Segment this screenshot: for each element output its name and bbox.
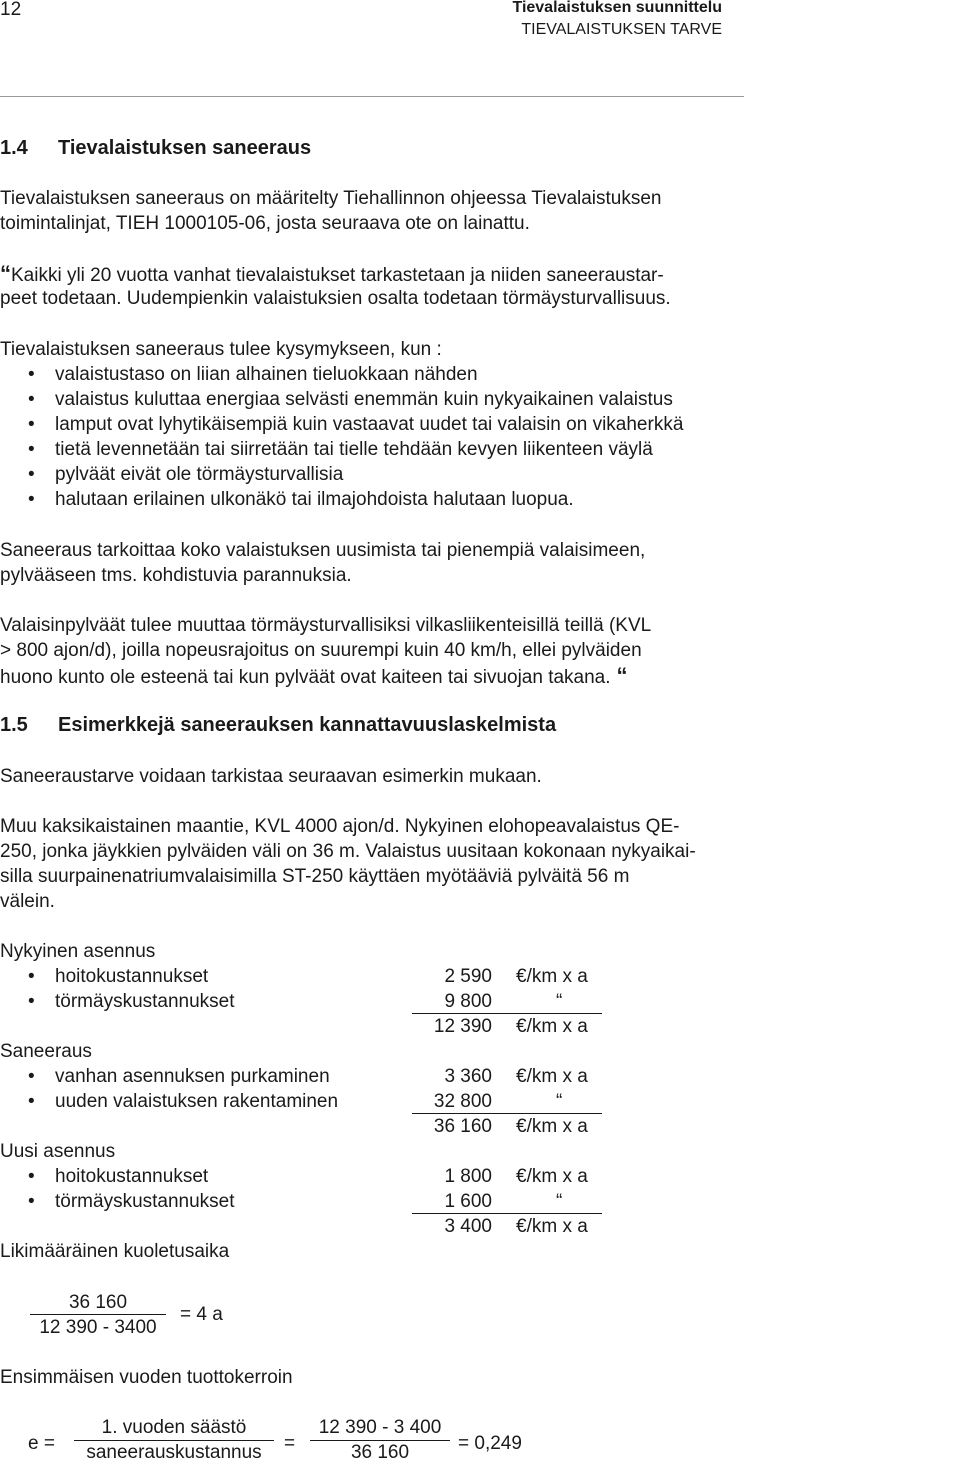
cost-amount: 1 800 — [444, 1166, 492, 1187]
list-intro: Tievalaistuksen saneeraus tulee kysymykseen, kun : — [0, 339, 442, 360]
section-heading-1-5 — [0, 714, 556, 737]
ditto-mark: “ — [556, 1191, 563, 1212]
section-number: 1.4 — [0, 137, 28, 159]
bullet-icon: • — [28, 991, 35, 1012]
bullet-icon: • — [28, 414, 35, 435]
cost-total: 3 400 — [444, 1216, 492, 1237]
running-header-subtitle: TIEVALAISTUKSEN TARVE — [521, 21, 722, 38]
quote-line — [0, 261, 664, 288]
section-number: 1.5 — [0, 714, 28, 736]
cost-label: hoitokustannukset — [55, 966, 209, 987]
yield-result: = 0,249 — [458, 1433, 522, 1454]
list-item-text: tietä levennetään tai siirretään tai tielle tehdään kevyen liikenteen väylä — [55, 439, 653, 460]
list-item-text: halutaan erilainen ulkonäkö tai ilmajohdoista halutaan luopua. — [55, 489, 574, 510]
paragraph-line: Muu kaksikaistainen maantie, KVL 4000 ajon/d. Nykyinen elohopeavalaistus QE- — [0, 816, 680, 837]
cost-unit: €/km x a — [516, 966, 588, 987]
fraction-numerator: 12 390 - 3 400 — [318, 1417, 442, 1438]
cost-label: uuden valaistuksen rakentaminen — [55, 1091, 339, 1112]
paragraph-line: Valaisinpylväät tulee muuttaa törmäysturvallisiksi vilkasliikenteisillä teillä (KVL — [0, 615, 652, 636]
paragraph-line: silla suurpainenatriumvalaisimilla ST-250 käyttäen myötääviä pylväitä 56 m — [0, 866, 630, 887]
fraction-numerator: 36 160 — [68, 1292, 128, 1313]
cost-label: törmäyskustannukset — [55, 991, 235, 1012]
cost-group-heading: Saneeraus — [0, 1041, 92, 1062]
intro-line: toimintalinjat, TIEH 1000105-06, josta seuraava ote on lainattu. — [0, 213, 530, 234]
paragraph-line: pylvääseen tms. kohdistuvia parannuksia. — [0, 565, 352, 586]
list-item-text: valaistustaso on liian alhainen tieluokkaan nähden — [55, 364, 478, 385]
section-title: Esimerkkejä saneerauksen kannattavuuslaskelmista — [58, 714, 557, 736]
fraction-denominator: 36 160 — [350, 1442, 410, 1463]
cost-total: 36 160 — [433, 1116, 492, 1137]
cost-amount: 2 590 — [444, 966, 492, 987]
bullet-icon: • — [28, 966, 35, 987]
list-item-text: valaistus kuluttaa energiaa selvästi enemmän kuin nykyaikainen valaistus — [55, 389, 673, 410]
cost-group-heading: Nykyinen asennus — [0, 941, 156, 962]
quote-text: Kaikki yli 20 vuotta vanhat tievalaistukset tarkastetaan ja niiden saneeraustar- — [11, 265, 664, 286]
fraction-denominator: saneerauskustannus — [86, 1442, 262, 1463]
running-header-title: Tievalaistuksen suunnittelu — [512, 0, 722, 16]
paragraph-line: välein. — [0, 891, 55, 912]
yield-lhs: e = — [28, 1433, 55, 1454]
fraction-denominator: 12 390 - 3400 — [39, 1317, 157, 1338]
cost-total: 12 390 — [433, 1016, 492, 1037]
paragraph-line: Saneeraus tarkoittaa koko valaistuksen uusimista tai pienempiä valaisimeen, — [0, 540, 646, 561]
bullet-icon: • — [28, 1166, 35, 1187]
cost-amount: 32 800 — [433, 1091, 492, 1112]
cost-label: törmäyskustannukset — [55, 1191, 235, 1212]
paragraph-line: 250, jonka jäykkien pylväiden väli on 36 m. Valaistus uusitaan kokonaan nykyaikai- — [0, 841, 696, 862]
ditto-mark: “ — [556, 1091, 563, 1112]
paragraph-line — [0, 663, 628, 690]
cost-amount: 3 360 — [444, 1066, 492, 1087]
bullet-icon: • — [28, 464, 35, 485]
bullet-icon: • — [28, 489, 35, 510]
quote-close-mark: “ — [616, 663, 628, 688]
paragraph-text: huono kunto ole esteenä tai kun pylväät ovat kaiteen tai sivuojan takana. — [0, 667, 611, 688]
cost-unit: €/km x a — [516, 1016, 588, 1037]
cost-group-heading: Uusi asennus — [0, 1141, 116, 1162]
cost-unit: €/km x a — [516, 1166, 588, 1187]
intro-line: Tievalaistuksen saneeraus on määritelty Tiehallinnon ohjeessa Tievalaistuksen — [0, 188, 662, 209]
cost-unit: €/km x a — [516, 1216, 588, 1237]
quote-line: peet todetaan. Uudempienkin valaistuksien osalta todetaan törmäysturvallisuus. — [0, 288, 671, 309]
section-heading-1-4 — [0, 137, 311, 160]
cost-amount: 9 800 — [444, 991, 492, 1012]
list-item-text: pylväät eivät ole törmäysturvallisia — [55, 464, 344, 485]
bullet-icon: • — [28, 1066, 35, 1087]
header-divider — [0, 96, 744, 97]
list-item-text: lamput ovat lyhytikäisempiä kuin vastaavat uudet tai valaisin on vikaherkkä — [55, 414, 684, 435]
section-title: Tievalaistuksen saneeraus — [58, 137, 312, 159]
page-number: 12 — [0, 0, 22, 20]
paragraph-line: Saneeraustarve voidaan tarkistaa seuraavan esimerkin mukaan. — [0, 766, 542, 787]
yield-heading: Ensimmäisen vuoden tuottokerroin — [0, 1367, 293, 1388]
bullet-icon: • — [28, 1191, 35, 1212]
bullet-icon: • — [28, 364, 35, 385]
payback-heading: Likimääräinen kuoletusaika — [0, 1241, 230, 1262]
ditto-mark: “ — [556, 991, 563, 1012]
cost-unit: €/km x a — [516, 1116, 588, 1137]
bullet-icon: • — [28, 439, 35, 460]
cost-label: hoitokustannukset — [55, 1166, 209, 1187]
bullet-icon: • — [28, 1091, 35, 1112]
paragraph-line: > 800 ajon/d), joilla nopeusrajoitus on suurempi kuin 40 km/h, ellei pylväiden — [0, 640, 642, 661]
cost-label: vanhan asennuksen purkaminen — [55, 1066, 330, 1087]
equals-sign: = — [284, 1433, 296, 1454]
cost-amount: 1 600 — [444, 1191, 492, 1212]
cost-unit: €/km x a — [516, 1066, 588, 1087]
fraction-numerator: 1. vuoden säästö — [101, 1417, 247, 1438]
bullet-icon: • — [28, 389, 35, 410]
quote-open-mark: “ — [0, 261, 11, 286]
payback-result: = 4 a — [180, 1304, 223, 1325]
